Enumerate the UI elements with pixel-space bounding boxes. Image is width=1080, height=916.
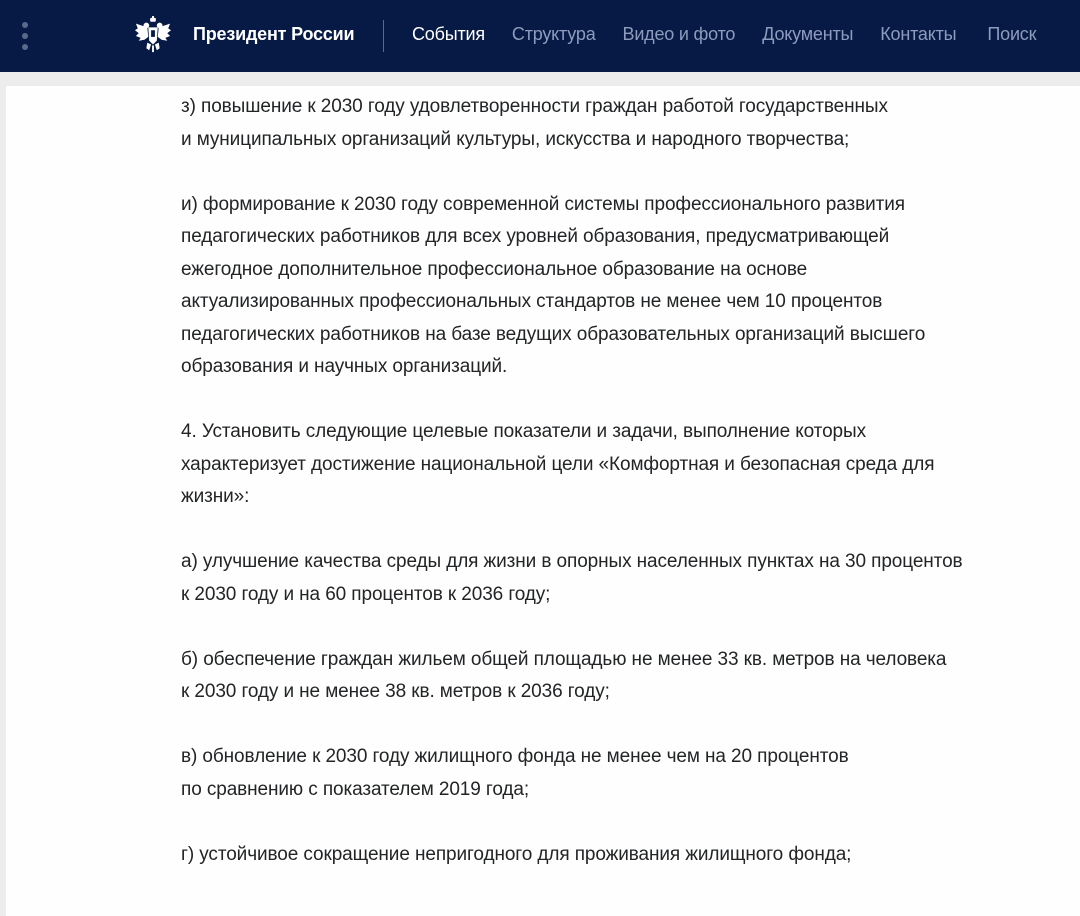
nav-item-events[interactable]: События bbox=[412, 24, 485, 44]
text-line: по сравнению с показателем 2019 года; bbox=[181, 778, 529, 800]
menu-dot bbox=[22, 44, 28, 50]
paragraph-z bbox=[181, 91, 1061, 156]
text-line: ежегодное дополнительное профессиональное образование на основе bbox=[181, 258, 808, 280]
text-line: б) обеспечение граждан жильем общей площадью не менее 33 кв. метров на человека bbox=[181, 648, 947, 670]
paragraph-v bbox=[181, 741, 1061, 806]
site-header bbox=[0, 0, 1080, 72]
text-line: в) обновление к 2030 году жилищного фонда не менее чем на 20 процентов bbox=[181, 746, 849, 767]
menu-dot bbox=[22, 33, 28, 39]
document-text bbox=[181, 91, 1061, 904]
paragraph-g bbox=[181, 839, 1061, 872]
text-line: образования и научных организаций. bbox=[181, 356, 508, 377]
paragraph-a bbox=[181, 546, 1061, 611]
nav-item-structure[interactable]: Структура bbox=[511, 24, 596, 44]
site-title[interactable]: Президент России bbox=[193, 24, 355, 44]
text-line: з) повышение к 2030 году удовлетворенности граждан работой государственных bbox=[181, 96, 888, 117]
nav-item-video-photo[interactable]: Видео и фото bbox=[622, 24, 736, 44]
paragraph-i bbox=[181, 189, 1061, 384]
text-line: 4. Установить следующие целевые показатели и задачи, выполнение которых bbox=[181, 421, 866, 442]
menu-icon[interactable] bbox=[18, 22, 32, 50]
main-nav bbox=[412, 24, 1036, 45]
paragraph-section-4 bbox=[181, 416, 1061, 514]
text-line: и муниципальных организаций культуры, искусства и народного творчества; bbox=[181, 128, 850, 150]
text-line: жизни»: bbox=[181, 486, 250, 507]
paragraph-b bbox=[181, 644, 1061, 709]
content-panel bbox=[6, 86, 1080, 916]
text-line: а) улучшение качества среды для жизни в опорных населенных пунктах на 30 процентов bbox=[181, 551, 963, 572]
nav-item-contacts[interactable]: Контакты bbox=[880, 24, 957, 44]
text-line: педагогических работников для всех уровней образования, предусматривающей bbox=[181, 226, 890, 247]
text-line: актуализированных профессиональных стандартов не менее чем 10 процентов bbox=[181, 291, 883, 312]
header-divider bbox=[383, 20, 384, 52]
eagle-emblem-icon[interactable] bbox=[134, 16, 172, 54]
text-line: к 2030 году и не менее 38 кв. метров к 2036 году; bbox=[181, 681, 610, 702]
menu-dot bbox=[22, 22, 28, 28]
text-line: и) формирование к 2030 году современной системы профессионального развития bbox=[181, 193, 905, 215]
text-line: педагогических работников на базе ведущих образовательных организаций высшего bbox=[181, 323, 926, 345]
text-line: характеризует достижение национальной цели «Комфортная и безопасная среда для bbox=[181, 453, 935, 475]
text-line: г) устойчивое сокращение непригодного для проживания жилищного фонда; bbox=[181, 843, 852, 865]
text-line: к 2030 году и на 60 процентов к 2036 году; bbox=[181, 583, 551, 605]
nav-item-documents[interactable]: Документы bbox=[762, 24, 854, 44]
nav-item-search[interactable]: Поиск bbox=[987, 24, 1037, 44]
